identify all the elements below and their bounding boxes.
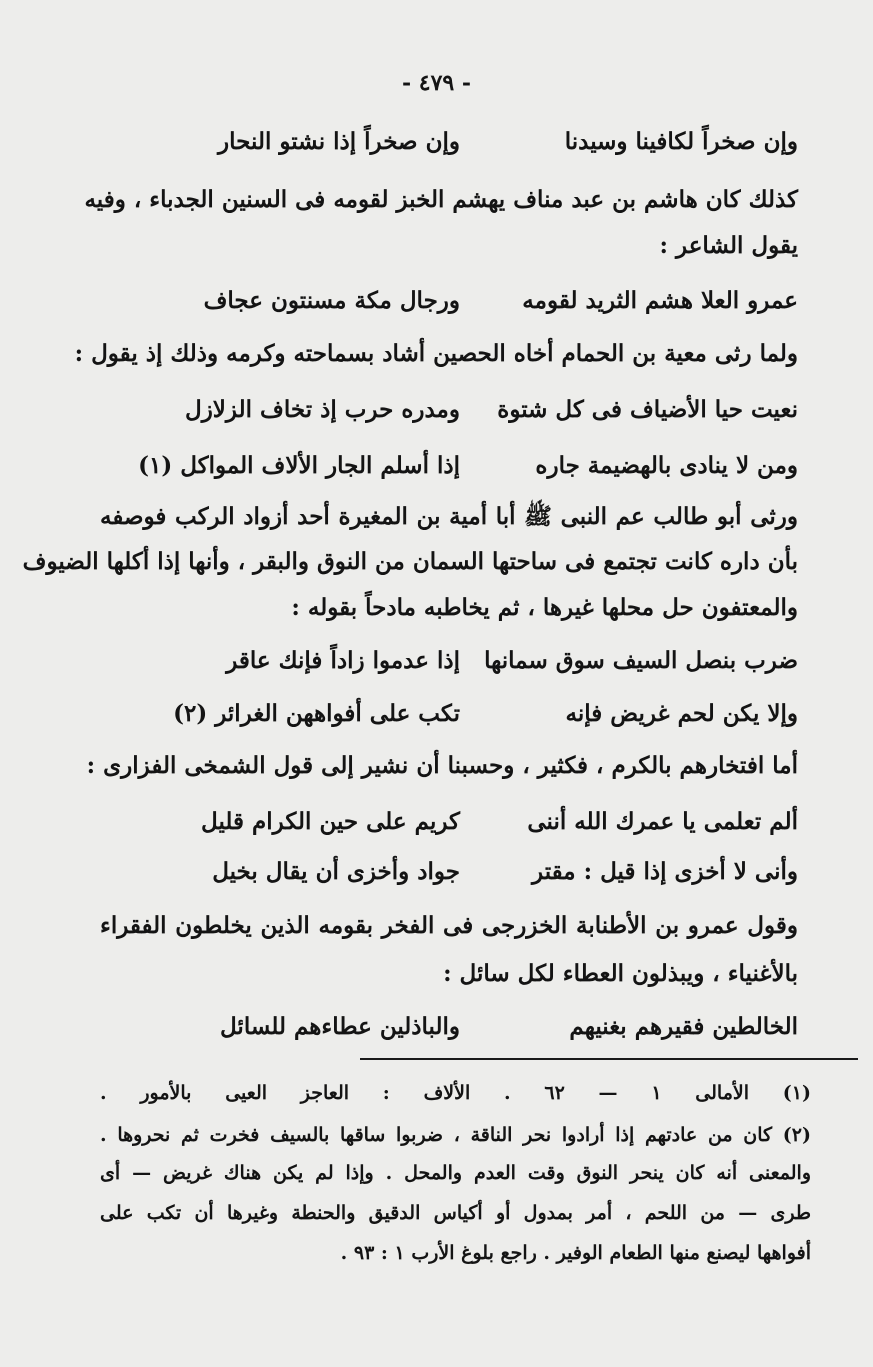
prose-line: ولما رثى معية بن الحمام أخاه الحصين أشاد بسماحته وكرمه وذلك إذ يقول :	[74, 340, 798, 367]
verse-first-hemistich: وإلا يكن لحم غريض فإنه	[565, 700, 798, 727]
verse-first-hemistich: نعيت حيا الأضياف فى كل شتوة	[497, 396, 798, 423]
verse-second-hemistich: كريم على حين الكرام قليل	[201, 808, 460, 835]
page-number: - ٤٧٩ -	[401, 70, 472, 96]
verse-second-hemistich: إذا أسلم الجار الألاف المواكل (١)	[138, 452, 460, 479]
footnote-divider	[360, 1058, 858, 1060]
prose-line: يقول الشاعر :	[659, 232, 798, 259]
footnote-line: أفواهها ليصنع منها الطعام الوفير . راجع بلوغ الأرب ١ : ٩٣ .	[340, 1242, 811, 1264]
verse-first-hemistich: وأنى لا أخزى إذا قيل : مقتر	[532, 858, 798, 885]
prose-line: بأن داره كانت تجتمع فى ساحتها السمان من النوق والبقر ، وأنها إذا أكلها الضيوف	[22, 548, 798, 575]
prose-line: والمعتفون حل محلها غيرها ، ثم يخاطبه مادحاً بقوله :	[291, 594, 798, 621]
verse-first-hemistich: عمرو العلا هشم الثريد لقومه	[522, 287, 798, 314]
verse-second-hemistich: جواد وأخزى أن يقال بخيل	[212, 858, 460, 885]
verse-first-hemistich: ألم تعلمى يا عمرك الله أننى	[527, 808, 798, 835]
footnote-line: (٢) كان من عادتهم إذا أرادوا نحر الناقة ، ضربوا ساقها بالسيف فخرت ثم نحروها .	[100, 1124, 811, 1146]
footnote-line: (١) الأمالى ١ — ٦٢ . الألاف : العاجز العيى بالأمور .	[100, 1082, 811, 1104]
footnote-line: طرى — من اللحم ، أمر بمدول أو أكياس الدقيق والحنطة وغيرها أن تكب على	[100, 1202, 811, 1224]
prose-line: بالأغنياء ، ويبذلون العطاء لكل سائل :	[443, 960, 798, 987]
verse-second-hemistich: تكب على أفواههن الغرائر (٢)	[173, 700, 460, 727]
verse-second-hemistich: إذا عدموا زاداً فإنك عاقر	[226, 647, 460, 674]
verse-first-hemistich: الخالطين فقيرهم بغنيهم	[569, 1013, 798, 1040]
verse-first-hemistich: ومن لا ينادى بالهضيمة جاره	[535, 452, 798, 479]
verse-first-hemistich: وإن صخراً لكافينا وسيدنا	[564, 128, 798, 155]
footnote-line: والمعنى أنه كان ينحر النوق وقت العدم والمحل . وإذا لم يكن هناك غريض — أى	[100, 1162, 811, 1184]
prose-line: وقول عمرو بن الأطنابة الخزرجى فى الفخر بقومه الذين يخلطون الفقراء	[100, 912, 798, 939]
verse-second-hemistich: ومدره حرب إذ تخاف الزلازل	[184, 396, 460, 423]
verse-second-hemistich: وإن صخراً إذا نشتو النحار	[218, 128, 460, 155]
prose-line: ورثى أبو طالب عم النبى ﷺ أبا أمية بن المغيرة أحد أزواد الركب فوصفه	[100, 503, 798, 530]
verse-second-hemistich: ورجال مكة مسنتون عجاف	[203, 287, 460, 314]
prose-line: كذلك كان هاشم بن عبد مناف يهشم الخبز لقومه فى السنين الجدباء ، وفيه	[84, 186, 798, 213]
prose-line: أما افتخارهم بالكرم ، فكثير ، وحسبنا أن نشير إلى قول الشمخى الفزارى :	[86, 752, 798, 779]
verse-second-hemistich: والباذلين عطاءهم للسائل	[220, 1013, 460, 1040]
verse-first-hemistich: ضرب بنصل السيف سوق سمانها	[484, 647, 798, 674]
